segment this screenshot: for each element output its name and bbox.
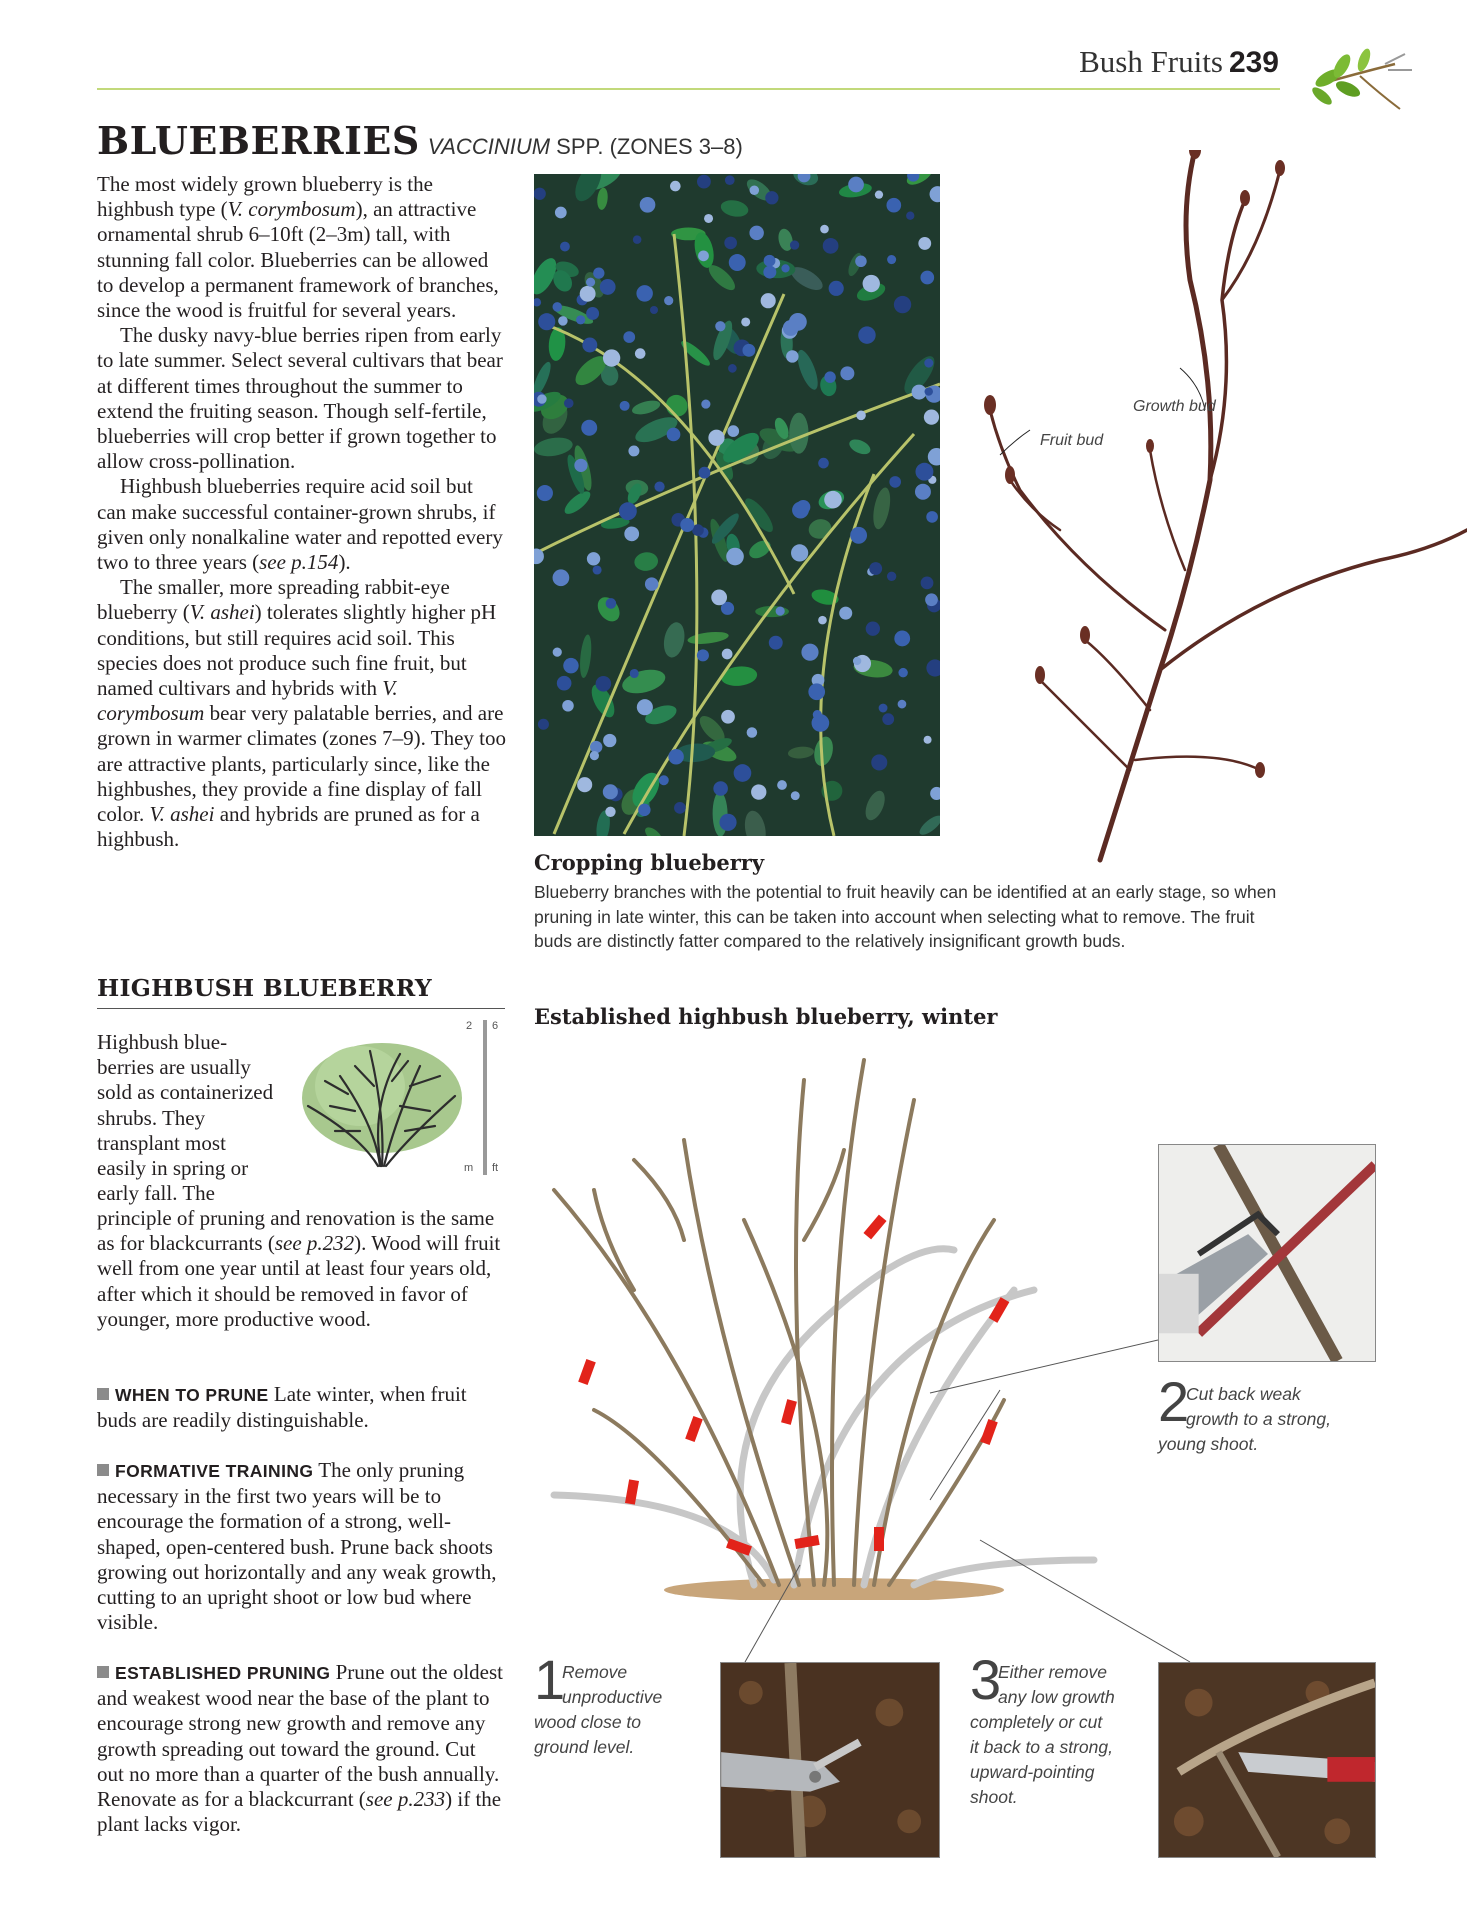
blueberry-bush-photo <box>534 174 940 836</box>
shrub-silhouette-icon <box>300 1036 465 1171</box>
pruning-diagram <box>534 1040 1134 1600</box>
caption-body: Blueberry branches with the potential to fruit heavily can be identified at an early stage, so when pruning in late winter, this can be taken into account when selecting what to remove. The fruit buds are distinctly fatter compared to the relatively insignificant growth buds. <box>534 882 1277 951</box>
fruit-bud-label: Fruit bud <box>1040 432 1104 449</box>
tip-formative-training: FORMATIVE TRAINING The only pruning necessary in the first two years will be to encourage the formation of a strong, well-shaped, open-centered bush. Prune back shoots growing out horizontally and any weak growth, cutting to an upright shoot or low bud where visible. <box>97 1458 497 1635</box>
bullet-square <box>97 1464 109 1476</box>
step-3: 3 Either remove any low growth completely or cut it back to a strong, upward-pointing shoot. <box>970 1648 1115 1807</box>
bullet-square <box>97 1388 109 1400</box>
scale-metres: 2 <box>466 1020 473 1032</box>
scale-bar <box>483 1020 487 1175</box>
inset-photo-3 <box>1158 1662 1376 1858</box>
growth-bud-label: Growth bud <box>1133 398 1216 415</box>
highbush-heading: HIGHBUSH BLUEBERRY <box>97 974 505 1009</box>
caption-heading: Cropping blueberry <box>534 850 765 875</box>
bullet-square <box>97 1666 109 1678</box>
inset-photo-1 <box>720 1662 940 1858</box>
intro-paragraph-4: The smaller, more spreading rabbit-eye blueberry (V. ashei) tolerates slightly higher pH conditions, but still requires acid soil. This species does not produce such fine fruit, but named cultivars and hybrids with V. corymbosum bear very palatable berries, and are grown in warmer climates (zones 7–9). They too are attractive plants, particularly since, like the highbushes, they provide a fine display of fall color. V. ashei and hybrids are pruned as for a highbush. <box>97 575 506 852</box>
section-name: Bush Fruits <box>1079 44 1223 79</box>
title-main: BLUEBERRIES <box>97 118 420 163</box>
page-number: 239 <box>1228 46 1279 79</box>
scale-unit-ft: ft <box>492 1162 499 1174</box>
step-2-number: 2 <box>1158 1370 1190 1433</box>
highbush-text-bottom: principle of pruning and renovation is the same as for blackcurrants (see p.232). Wood will fruit well from one year until at least four years old, after which it should be removed in favor of younger, more productive wood. <box>97 1206 501 1331</box>
running-header <box>1079 44 1279 80</box>
leaf-sprig-icon <box>1300 34 1418 124</box>
title-latin: VACCINIUM <box>427 134 551 159</box>
scale-feet: 6 <box>492 1020 499 1032</box>
header-rule <box>97 88 1280 90</box>
intro-paragraph-2: The dusky navy-blue berries ripen from early to late summer. Select several cultivars that bear at different times throughout the summer to extend the fruiting season. Though self-fertile, blueberries will crop better if grown together to allow cross-pollination. <box>97 323 503 474</box>
highbush-text-top: Highbush blue-berries are usually sold as containerized shrubs. They transplant most easily in spring or early fall. The <box>97 1030 274 1206</box>
title-zones: SPP. (ZONES 3–8) <box>556 134 743 159</box>
tip-when-to-prune: WHEN TO PRUNE Late winter, when fruit buds are readily distinguishable. <box>97 1382 467 1433</box>
step-1: 1 Remove unproductive wood close to ground level. <box>534 1648 663 1757</box>
intro-paragraph-1: The most widely grown blueberry is the highbush type (V. corymbosum), an attractive ornamental shrub 6–10ft (2–3m) tall, with stunning fall color. Blueberries can be allowed to develop a permanent framework of branches, since the wood is fruitful for several years. <box>97 172 499 323</box>
page-title <box>97 118 743 163</box>
inset-photo-2 <box>1158 1144 1376 1362</box>
tip-established-pruning: ESTABLISHED PRUNING Prune out the oldest and weakest wood near the base of the plant to encourage strong new growth and remove any growth spreading out toward the ground. Cut out no more than a quarter of the bush annually. Renovate as for a blackcurrant (see p.233) if the plant lacks vigor. <box>97 1660 504 1837</box>
intro-column <box>97 172 507 852</box>
size-scale <box>462 1020 512 1180</box>
title-subtitle <box>428 134 743 159</box>
diagram-heading: Established highbush blueberry, winter <box>534 1004 998 1029</box>
step-3-number: 3 <box>970 1648 1002 1711</box>
intro-paragraph-3: Highbush blueberries require acid soil but can make successful container-grown shrubs, if given only nonalkaline water and repotted every two to three years (see p.154). <box>97 474 503 575</box>
step-1-number: 1 <box>534 1648 566 1711</box>
scale-unit-m: m <box>464 1162 474 1174</box>
blueberry-branch-photo <box>960 150 1467 870</box>
step-2: 2 Cut back weak growth to a strong, young shoot. <box>1158 1370 1331 1454</box>
